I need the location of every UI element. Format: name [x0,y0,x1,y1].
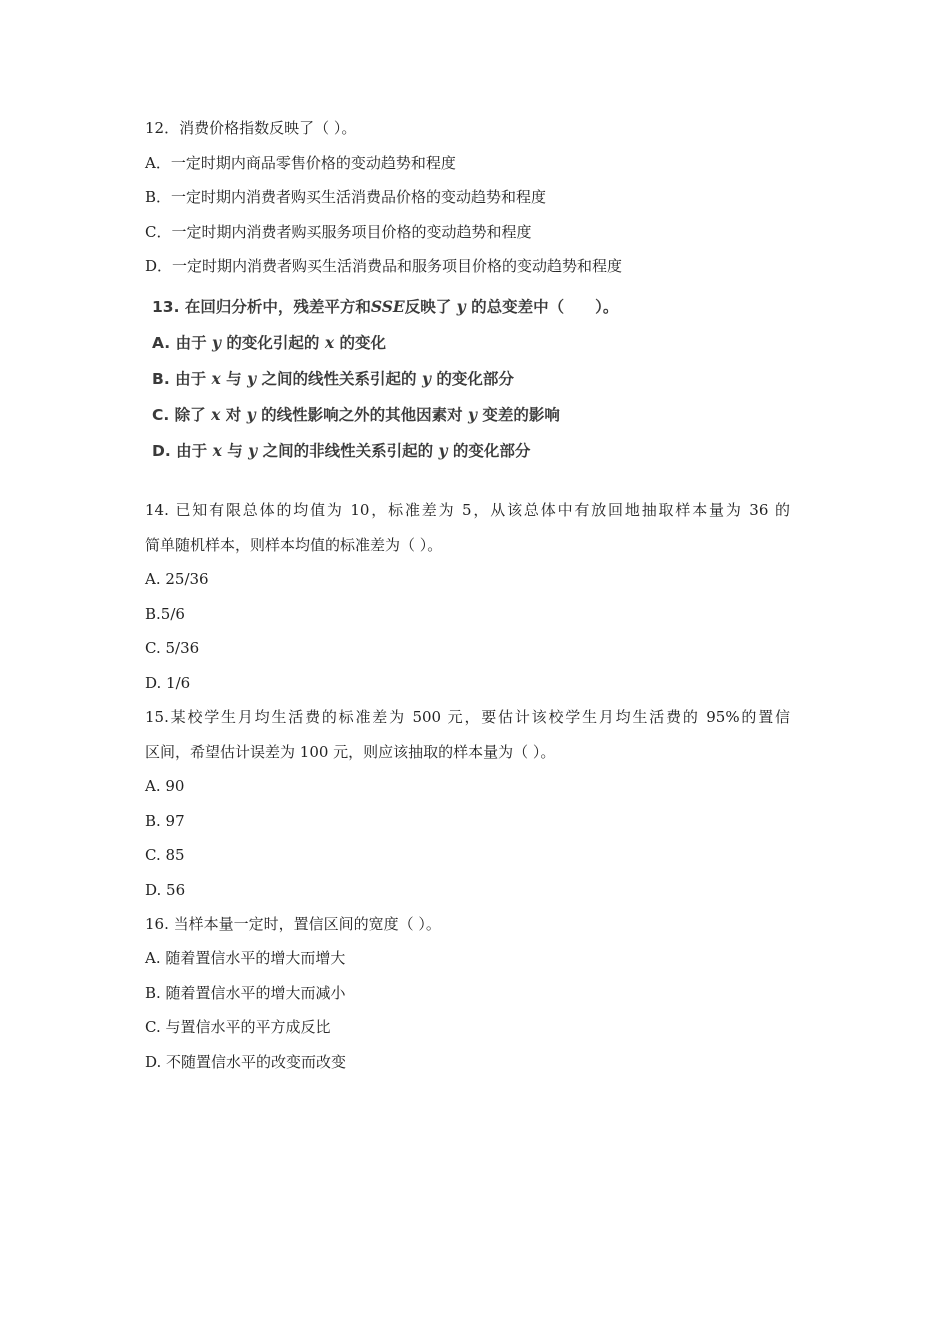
q16-option-a: A. 随着置信水平的增大而增大 [145,949,346,967]
q15-option-d: D. 56 [145,881,186,899]
q14-stem-line2: 简单随机样本，则样本均值的标准差为（ ）。 [145,536,443,554]
q12-option-c: C．一定时期内消费者购买服务项目价格的变动趋势和程度 [145,223,532,241]
q14-option-d: D. 1/6 [145,674,191,692]
q16-stem: 16. 当样本量一定时，置信区间的宽度（ ）。 [145,915,441,933]
q16-option-b: B. 随着置信水平的增大而减小 [145,984,346,1002]
q14-stem-line1: 14. 已知有限总体的均值为 10，标准差为 5，从该总体中有放回地抽取样本量为 36 的 [145,501,790,519]
q12-option-d: D．一定时期内消费者购买生活消费品和服务项目价格的变动趋势和程度 [145,257,623,275]
q13-stem: 13. 在回归分析中，残差平方和SSE反映了 y 的总变差中（ ）。 [152,297,619,316]
q12-option-b: B．一定时期内消费者购买生活消费品价格的变动趋势和程度 [145,188,547,206]
q15-option-a: A. 90 [145,777,185,795]
q14-option-a: A. 25/36 [145,570,209,588]
q13-option-b: B. 由于 x 与 y 之间的线性关系引起的 y 的变化部分 [152,369,514,388]
q15-stem-line1: 15.某校学生月均生活费的标准差为 500 元，要估计该校学生月均生活费的 95%的置信 [145,708,790,726]
q15-option-c: C. 85 [145,846,185,864]
q13-option-a: A. 由于 y 的变化引起的 x 的变化 [152,333,386,352]
q13-option-d: D. 由于 x 与 y 之间的非线性关系引起的 y 的变化部分 [152,441,531,460]
q16-option-d: D. 不随置信水平的改变而改变 [145,1053,347,1071]
q12-option-a: A．一定时期内商品零售价格的变动趋势和程度 [145,154,456,172]
q14-option-c: C. 5/36 [145,639,200,657]
q15-option-b: B. 97 [145,812,185,830]
q16-option-c: C. 与置信水平的平方成反比 [145,1018,331,1036]
q12-stem: 12．消费价格指数反映了（ ）。 [145,119,357,137]
q14-option-b: B.5/6 [145,605,185,623]
q13-option-c: C. 除了 x 对 y 的线性影响之外的其他因素对 y 变差的影响 [152,405,560,424]
q15-stem-line2: 区间，希望估计误差为 100 元，则应该抽取的样本量为（ ）。 [145,743,556,761]
